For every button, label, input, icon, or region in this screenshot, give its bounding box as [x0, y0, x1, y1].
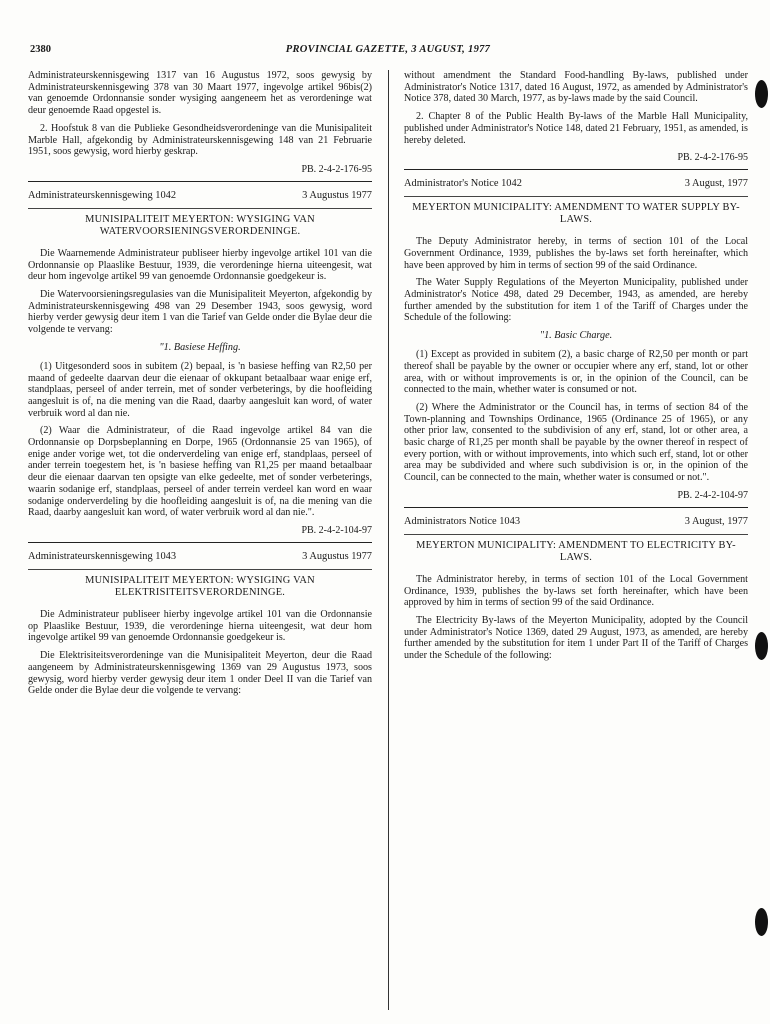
section-divider	[28, 181, 372, 182]
paragraph: Die Watervoorsieningsregulasies van die Munisipaliteit Meyerton, afgekondig by Administrateurskennisgewing 498 van 29 Desember 1943, soos gewysig, word hierby verder gewysig deur item 1 van die Tarief van Gelde onder die Bylae deur die volgende te vervang:	[28, 289, 372, 336]
paragraph: 2. Hoofstuk 8 van die Publieke Gesondheidsverordeninge van die Munisipaliteit Marble Hall, afgekondig by Administrateurskennisgewing 148 van 21 Februarie 1951, soos gewysig, word hierby geskrap.	[28, 122, 372, 158]
notice-heading	[404, 178, 748, 192]
notice-title: MUNISIPALITEIT MEYERTON: WYSIGING VAN WATERVOORSIENINGSVERORDENINGE.	[85, 213, 315, 237]
file-reference: PB. 2-4-2-104-97	[301, 524, 372, 536]
notice-number: Administrator's Notice 1042	[404, 178, 522, 190]
heading-rule	[404, 534, 748, 535]
notice-title: MUNISIPALITEIT MEYERTON: WYSIGING VAN ELEKTRISITEITSVERORDENINGE.	[85, 574, 315, 598]
paragraph: The Electricity By-laws of the Meyerton Municipality, adopted by the Council under Administrator's Notice 1369, dated 29 August, 1973, as amended, are hereby further amended by the substitution for item 1 under Part II of the Tariff of Charges under the Schedule of the following:	[404, 614, 748, 662]
paragraph: 2. Chapter 8 of the Public Health By-laws of the Marble Hall Municipality, published under Administrator's Notice 148, dated 21 February, 1951, as amended, is hereby deleted.	[404, 111, 748, 146]
notice-number: Administrators Notice 1043	[404, 515, 521, 527]
paragraph: Die Elektrisiteitsverordeninge van die Munisipaliteit Meyerton, deur die Raad aangeneem by Administrateurskennisgewing 1369 van 29 Augustus 1973, soos gewysig, word hierby verder gewysig deur item 1 onder Deel II van die Tarief van Gelde onder die Bylae deur die volgende te vervang:	[28, 650, 372, 697]
paragraph: Administrateurskennisgewing 1317 van 16 Augustus 1972, soos gewysig by Administrateurskennisgewing 378 van 30 Maart 1977, ingevolge artikel 96bis(2) van genoemde Ordonnansie sonder wysiging aangeneem het as verordeninge wat deur genoemde Raad opgestel is.	[28, 70, 372, 117]
section-divider	[28, 542, 372, 543]
column-divider	[388, 70, 389, 1010]
paragraph: (1) Uitgesonderd soos in subitem (2) bepaal, is 'n basiese heffing van R2,50 per maand of gedeelte daarvan deur die eienaar of okkupant betaalbaar waar enige erf, standplaas, perseel of ander terrein, met of sonder verbeterings, by die hoofleiding aangesluit is of, na die mening van die Raad, daarby aangesluit kan word, of water verbruik word al dan nie.	[28, 360, 372, 419]
item-subheading: "1. Basic Charge.	[539, 330, 613, 342]
file-reference: PB. 2-4-2-176-95	[301, 163, 372, 175]
gazette-title: PROVINCIAL GAZETTE, 3 AUGUST, 1977	[285, 44, 491, 55]
notice-number: Administrateurskennisgewing 1043	[28, 550, 177, 562]
binding-hole-mark	[755, 908, 768, 936]
notice-heading	[404, 516, 748, 530]
notice-title: MEYERTON MUNICIPALITY: AMENDMENT TO WATER SUPPLY BY-LAWS.	[412, 202, 740, 226]
paragraph: (2) Waar die Administrateur, of die Raad ingevolge artikel 84 van die Ordonnansie op Dorpsbeplanning en Dorpe, 1965 (Ordonnansie 25 van 1965), of enige ander vorige wet, tot die onderverdeling van enige erf, standplaas, perseel of ander terrein toegestem het, is 'n basiese heffing van R1,25 per maand betaalbaar deur die eienaar daarvan ten opsigte van elke gedeelte, met of sonder verbeterings, waarin sodanige erf, standplaas, perseel of ander terrein verdeel kan word en waar sodanige onderverdeling by die hoofleiding aangesluit is of, na die mening van die Raad, daarby aangesluit kan word, of water verbruik word al dan nie.".	[28, 425, 372, 519]
paragraph: (1) Except as provided in subitem (2), a basic charge of R2,50 per month or part thereof shall be payable by the owner or occupier where any erf, stand, lot or other area, with or without improvements is or, in the opinion of the Council, can be connected to the main, whether water is consumed or not.	[404, 349, 748, 396]
file-reference: PB. 2-4-2-104-97	[677, 489, 748, 501]
binding-hole-mark	[755, 80, 768, 108]
paragraph: Die Waarnemende Administrateur publiseer hierby ingevolge artikel 101 van die Ordonnansie op Plaaslike Bestuur, 1939, die verordeninge hierna uiteengesit, wat deur hom ingevolge artikel 99 van genoemde Ordonnansie goedgekeur is.	[28, 247, 372, 283]
notice-number: Administrateurskennisgewing 1042	[28, 189, 177, 201]
afrikaans-column	[28, 70, 372, 703]
heading-rule	[404, 196, 748, 197]
section-divider	[404, 169, 748, 170]
paragraph: The Water Supply Regulations of the Meyerton Municipality, published under Administrator's Notice 498, dated 29 December, 1943, as amended, are hereby further amended by the substitution for item 1 of the Tariff of Charges under the Schedule of the following:	[404, 277, 748, 324]
file-reference: PB. 2-4-2-176-95	[677, 152, 748, 164]
gazette-page	[28, 40, 748, 1016]
paragraph: Die Administrateur publiseer hierby ingevolge artikel 101 van die Ordonnansie op Plaaslike Bestuur, 1939, die verordeninge hierna uiteengesit, wat deur hom ingevolge artikel 99 van genoemde Ordonnansie goedgekeur is.	[28, 608, 372, 644]
section-divider	[404, 507, 748, 508]
notice-date: 3 August, 1977	[684, 515, 748, 527]
notice-date: 3 Augustus 1977	[302, 189, 372, 201]
heading-rule	[28, 569, 372, 570]
english-column	[404, 70, 748, 668]
paragraph: (2) Where the Administrator or the Council has, in terms of section 84 of the Town-planning and Townships Ordinance, 1965 (Ordinance 25 of 1965), or any other prior law, consented to the subdivision of any erf, stand, lot or other area, a basic charge of R1,25 per month shall be payable by the owner thereof in respect of every portion, with or without improvements, into which such erf, stand, lot or other area may be subdivided and where such subdivision is or, in the opinion of the Council, can be connected to the main, whether water is consumed or not.".	[404, 401, 748, 484]
notice-date: 3 August, 1977	[684, 178, 748, 190]
binding-hole-mark	[755, 632, 768, 660]
notice-heading	[28, 551, 372, 565]
heading-rule	[28, 208, 372, 209]
paragraph: without amendment the Standard Food-handling By-laws, published under Administrator's Notice 1317, dated 16 August, 1972, as amended by Administrator's Notice 378, dated 30 March, 1977, as by-laws made by the said Council.	[404, 70, 748, 105]
page-header	[28, 40, 748, 62]
page-number: 2380	[30, 44, 51, 55]
notice-title: MEYERTON MUNICIPALITY: AMENDMENT TO ELECTRICITY BY-LAWS.	[416, 539, 736, 563]
paragraph: The Deputy Administrator hereby, in terms of section 101 of the Local Government Ordinance, 1939, publishes the by-laws set forth hereinafter, which have been approved by him in terms of section 99 of the said Ordinance.	[404, 236, 748, 271]
item-subheading: "1. Basiese Heffing.	[159, 341, 241, 353]
paragraph: The Administrator hereby, in terms of section 101 of the Local Government Ordinance, 1939, publishes the by-laws set forth hereinafter, which have been approved by him in terms of section 99 of the said Ordinance.	[404, 573, 748, 609]
notice-heading	[28, 190, 372, 204]
notice-date: 3 Augustus 1977	[302, 550, 372, 562]
